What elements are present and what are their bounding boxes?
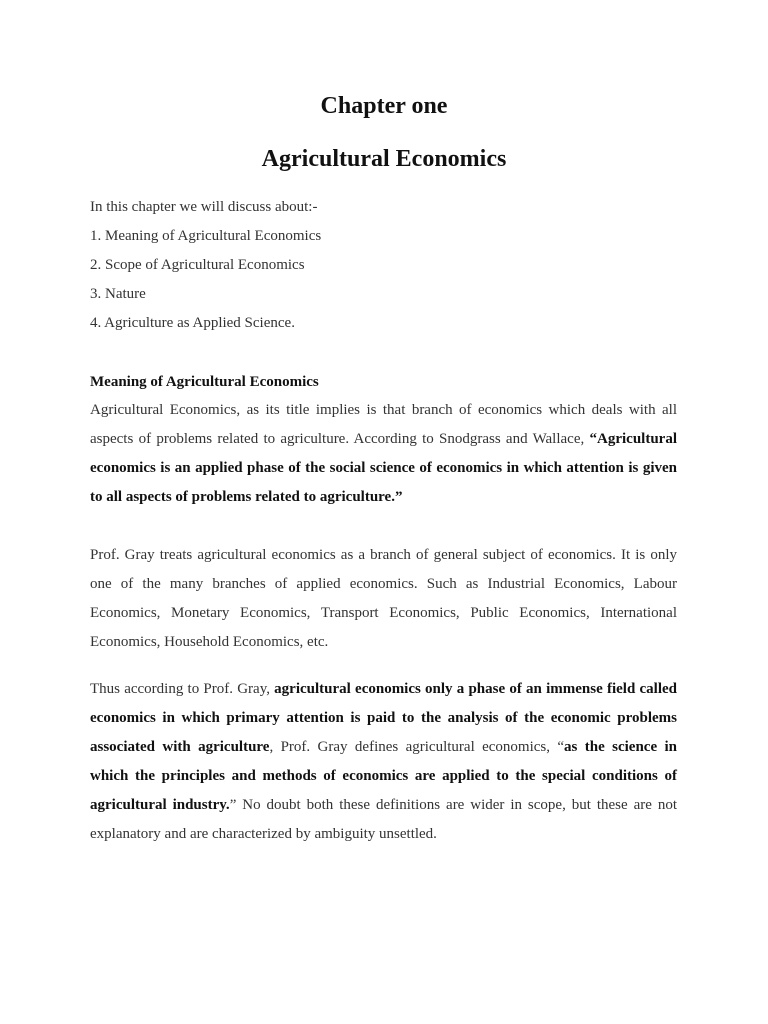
paragraph-text: Agricultural Economics, as its title implies is that branch of economics which deals with all aspects of problems related to agriculture. According to Snodgrass and Wallace, — [90, 402, 677, 447]
outline-item: 3. Nature — [90, 286, 146, 302]
outline-item: 2. Scope of Agricultural Economics — [90, 257, 305, 273]
paragraph-text: ” No doubt both these definitions are wider in scope, but these are not explanatory and are characterized by ambiguity unsettled. — [90, 797, 677, 842]
gray-definition-paragraph — [90, 675, 677, 849]
paragraph-text: Thus according to Prof. Gray, — [90, 681, 275, 697]
definition-paragraph — [90, 396, 677, 512]
book-title: Agricultural Economics — [261, 146, 507, 172]
chapter-outline — [90, 193, 677, 338]
gray-paragraph: Prof. Gray treats agricultural economics as a branch of general subject of economics. It is only one of the many branches of applied economics. Such as Industrial Economics, Labour Economics, Monetary Economics, Transport Economics, Public Economics, International Economics, Household Economics, etc. — [90, 547, 677, 650]
section-heading: Meaning of Agricultural Economics — [90, 374, 319, 390]
chapter-title: Chapter one — [320, 93, 448, 119]
emphasis-text: agricultural economics only a phase of an immense field called economics in which primary attention is paid to the analysis of the economic problems associated with agriculture — [90, 681, 677, 755]
outline-item: 4. Agriculture as Applied Science. — [90, 315, 295, 331]
outline-item: 1. Meaning of Agricultural Economics — [90, 228, 322, 244]
paragraph-text: , Prof. Gray defines agricultural economics, “ — [269, 739, 565, 755]
definition-quote: “Agricultural economics is an applied phase of the social science of economics in which attention is given to all aspects of problems related to agriculture.” — [90, 431, 677, 505]
emphasis-text: as the science in which the principles and methods of economics are applied to the special conditions of agricultural industry. — [90, 739, 677, 813]
outline-lead: In this chapter we will discuss about:- — [90, 199, 318, 215]
